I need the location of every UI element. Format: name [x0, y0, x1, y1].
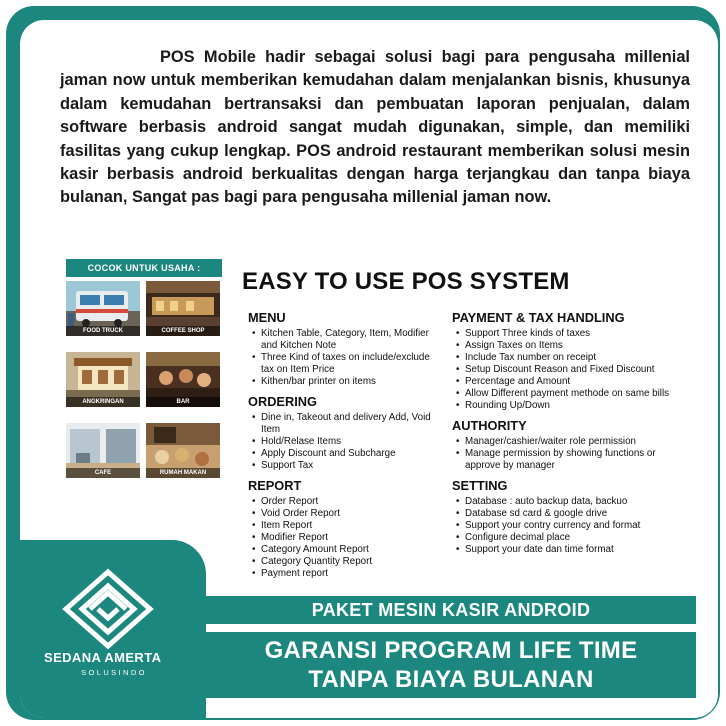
list-item: • Support your date dan time format	[465, 544, 688, 556]
section-title: ORDERING	[248, 394, 317, 409]
guarantee-line-1: GARANSI PROGRAM LIFE TIME	[264, 637, 638, 664]
section-title: SETTING	[452, 478, 508, 493]
list-item: • Hold/Relase Items	[261, 436, 444, 448]
feature-section	[452, 478, 688, 556]
list-item: • Configure decimal place	[465, 532, 688, 544]
angkringan-photo	[66, 352, 140, 407]
brand-subtitle: SOLUSINDO	[81, 668, 147, 677]
features-right-column	[452, 310, 688, 562]
list-item: • Percentage and Amount	[465, 376, 688, 388]
tile-label: RUMAH MAKAN	[146, 468, 220, 478]
list-item: • Include Tax number on receipt	[465, 352, 688, 364]
list-item: • Manage permission by showing functions or approve by manager	[465, 448, 688, 472]
bar-photo	[146, 352, 220, 407]
content-panel	[20, 20, 718, 718]
section-title: REPORT	[248, 478, 302, 493]
list-item: • Support your contry currency and format	[465, 520, 688, 532]
features-heading: EASY TO USE POS SYSTEM	[242, 268, 570, 295]
feature-section	[248, 310, 444, 388]
intro-paragraph: POS Mobile hadir sebagai solusi bagi para pengusaha millenial jaman now untuk memberikan kemudahan dalam menjalankan bisnis, khusunya dalam kemudahan bertransaksi dan pembuatan laporan penjualan, dalam software berbasis android sangat mudah digunakan, simple, dan memiliki fasilitas yang cukup lengkap. POS android restaurant memberikan solusi mesin kasir berbasis android berkualitas dengan harga terjangkau dan tanpa biaya bulanan, Sangat pas bagi para pengusaha millenial jaman now.	[60, 48, 690, 207]
list-item: • Database : auto backup data, backuo	[465, 496, 688, 508]
list-item: • Kithen/bar printer on items	[261, 376, 444, 388]
rumah-makan-photo	[146, 423, 220, 478]
feature-section	[248, 478, 444, 580]
business-types-panel	[66, 259, 222, 501]
list-item: • Kitchen Table, Category, Item, Modifier and Kitchen Note	[261, 328, 444, 352]
list-item: • Category Amount Report	[261, 544, 444, 556]
list-item: • Dine in, Takeout and delivery Add, Void Item	[261, 412, 444, 436]
guarantee-banner	[206, 632, 696, 698]
list-item: • Item Report	[261, 520, 444, 532]
tile-label: COFFEE SHOP	[146, 326, 220, 336]
package-banner: PAKET MESIN KASIR ANDROID	[206, 596, 696, 624]
guarantee-line-2: TANPA BIAYA BULANAN	[308, 666, 594, 693]
brand-logo-icon	[60, 568, 156, 650]
features-left-column	[248, 310, 444, 586]
tile-label: BAR	[146, 397, 220, 407]
tile-label: FOOD TRUCK	[66, 326, 140, 336]
list-item: • Manager/cashier/waiter role permission	[465, 436, 688, 448]
list-item: • Assign Taxes on Items	[465, 340, 688, 352]
cafe-photo	[66, 423, 140, 478]
brand-name: SEDANA AMERTA	[44, 650, 162, 665]
border-frame	[6, 6, 720, 720]
list-item: • Allow Different payment methode on same bills	[465, 388, 688, 400]
tile-label: CAFE	[66, 468, 140, 478]
feature-section	[452, 310, 688, 412]
section-title: PAYMENT & TAX HANDLING	[452, 310, 625, 325]
coffee-shop-photo	[146, 281, 220, 336]
section-title: AUTHORITY	[452, 418, 527, 433]
feature-section	[452, 418, 688, 472]
food-truck-photo	[66, 281, 140, 336]
list-item: • Support Three kinds of taxes	[465, 328, 688, 340]
list-item: • Payment report	[261, 568, 444, 580]
list-item: • Category Quantity Report	[261, 556, 444, 568]
feature-section	[248, 394, 444, 472]
list-item: • Database sd card & google drive	[465, 508, 688, 520]
list-item: • Modifier Report	[261, 532, 444, 544]
list-item: • Order Report	[261, 496, 444, 508]
list-item: • Support Tax	[261, 460, 444, 472]
business-types-title: COCOK UNTUK USAHA :	[66, 259, 222, 277]
list-item: • Apply Discount and Subcharge	[261, 448, 444, 460]
list-item: • Three Kind of taxes on include/exclude tax on Item Price	[261, 352, 444, 376]
list-item: • Rounding Up/Down	[465, 400, 688, 412]
list-item: • Setup Discount Reason and Fixed Discount	[465, 364, 688, 376]
section-title: MENU	[248, 310, 286, 325]
tile-label: ANGKRINGAN	[66, 397, 140, 407]
list-item: • Void Order Report	[261, 508, 444, 520]
